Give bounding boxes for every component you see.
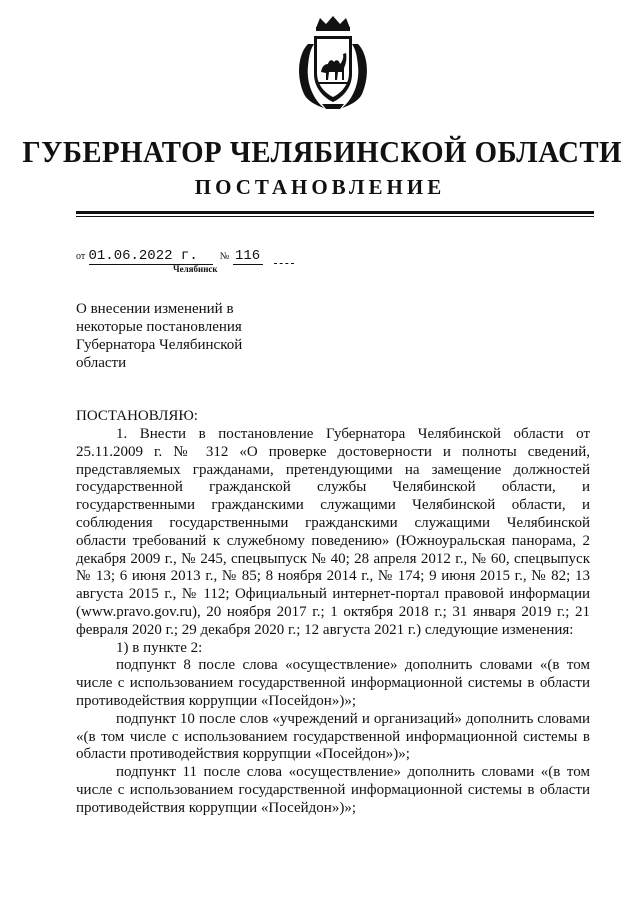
header-rule-thin (76, 216, 594, 217)
number-value: 116 (233, 248, 263, 265)
date-prefix: от (76, 251, 86, 262)
header-rule-thick (76, 211, 594, 214)
date-value: 01.06.2022 г. (89, 248, 213, 265)
date-line (76, 247, 294, 265)
paragraph-subclause-8: подпункт 8 после слова «осуществление» дополнить словами «(в том числе с использованием государственной информационной системы в области противодействия коррупции «Посейдон»)»; (76, 657, 590, 709)
paragraph-subclause-11: подпункт 11 после слова «осуществление» дополнить словами «(в том числе с использованием государственной информационной системы в области противодействия коррупции «Посейдон»)»; (76, 764, 590, 816)
paragraph-subclause-10: подпункт 10 после слов «учреждений и организаций» дополнить словами «(в том числе с использованием государственной информационной системы в области противодействия коррупции «Посейдон»)»; (76, 710, 590, 763)
city-name: Челябинск (173, 264, 218, 274)
issuer-title: ГУБЕРНАТОР ЧЕЛЯБИНСКОЙ ОБЛАСТИ (22, 134, 622, 169)
number-prefix: № (219, 251, 230, 262)
decree-word: ПОСТАНОВЛЯЮ: (76, 408, 198, 424)
subject-line: области (76, 355, 127, 371)
document-body (76, 426, 590, 818)
document-subject (76, 300, 276, 372)
subject-line: О внесении изменений в (76, 301, 234, 317)
subject-line: некоторые постановления (76, 319, 242, 335)
subject-line: Губернатора Челябинской (76, 337, 243, 353)
number-underline (274, 247, 294, 264)
document-type: ПОСТАНОВЛЕНИЕ (194, 175, 446, 199)
coat-of-arms-icon (294, 14, 372, 110)
paragraph-subitem-1: 1) в пункте 2: (116, 639, 203, 656)
paragraph-item-1: 1. Внести в постановление Губернатора Челябинской области от 25.11.2009 г. № 312 «О проверке достоверности и полноты сведений, представляемых гражданами, претендующими на замещение должностей государственной гражданской службы Челябинской области, и государственными гражданскими служащими Челябинской области, и соблюдения государственными гражданскими служащими Челябинской области требований к служебному поведению» (Южноуральская панорама, 2 декабря 2009 г., № 245, спецвыпуск № 40; 28 апреля 2012 г., № 60, спецвыпуск № 13; 6 июня 2013 г., № 85; 8 ноября 2014 г., № 174; 9 июня 2015 г., № 82; 13 августа 2015 г., № 112; Официальный интернет-портал правовой информации (www.pravo.gov.ru), 20 ноября 2017 г.; 1 октября 2018 г.; 31 января 2019 г.; 21 февраля 2020 г.; 29 декабря 2020 г.; 12 августа 2021 г.) следующие изменения: (76, 426, 590, 638)
